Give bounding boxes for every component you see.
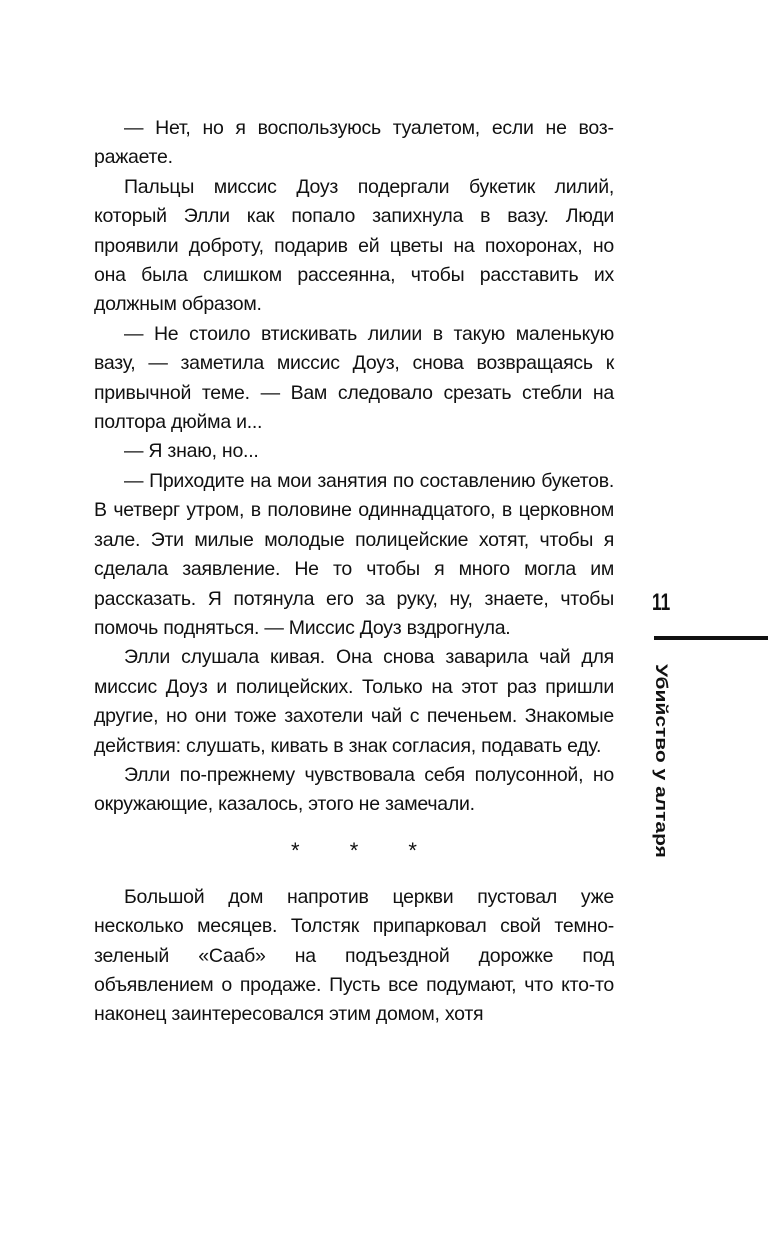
section-break: * * * [291, 837, 439, 863]
paragraph: — Не стоило втискивать лилии в такую маленькую вазу, — заметила миссис Доуз, снова возвращаясь к привычной теме. — Вам следовало срезать стебли на полтора дюйма и... [94, 322, 614, 434]
paragraph: Пальцы миссис Доуз подергали букетик лилий, который Элли как попало запихнула в вазу. Люди проявили доброту, подарив ей цветы на похоронах, но она была слишком рассеянна, чтобы расставить их должным образом. [94, 175, 614, 316]
running-title: Убийство у алтаря [652, 664, 671, 858]
paragraph: — Нет, но я воспользуюсь туалетом, если не возражаете. [94, 117, 614, 169]
paragraph: — Я знаю, но... [124, 440, 259, 463]
body-text [94, 114, 614, 1030]
paragraph: Элли по-прежнему чувствовала себя полусонной, но окружающие, казалось, этого не замечали. [94, 763, 614, 816]
paragraph: — Приходите на мои занятия по составлению букетов. В четверг утром, в половине одиннадцатого, в церковном зале. Эти милые молодые полицейские хотят, чтобы я сделала заявление. Не то чтобы я много могла им рассказать. Я потянула его за руку, ну, знаете, чтобы помочь подняться. — Миссис Доуз вздрогнула. [94, 469, 614, 639]
paragraph: Большой дом напротив церкви пустовал уже несколько месяцев. Толстяк припарковал свой темно-зеленый «Сааб» на подъездной дорожке под объявлением о продаже. Пусть все подумают, что кто-то наконец заинтересовался этим домом, хотя [94, 885, 614, 1026]
header-rule [654, 636, 768, 640]
page-number: 11 [652, 589, 671, 616]
paragraph: Элли слушала кивая. Она снова заварила чай для миссис Доуз и полицейских. Только на этот раз пришли другие, но они тоже захотели чай с печеньем. Знакомые действия: слушать, кивать в знак согласия, подавать еду. [94, 646, 614, 757]
